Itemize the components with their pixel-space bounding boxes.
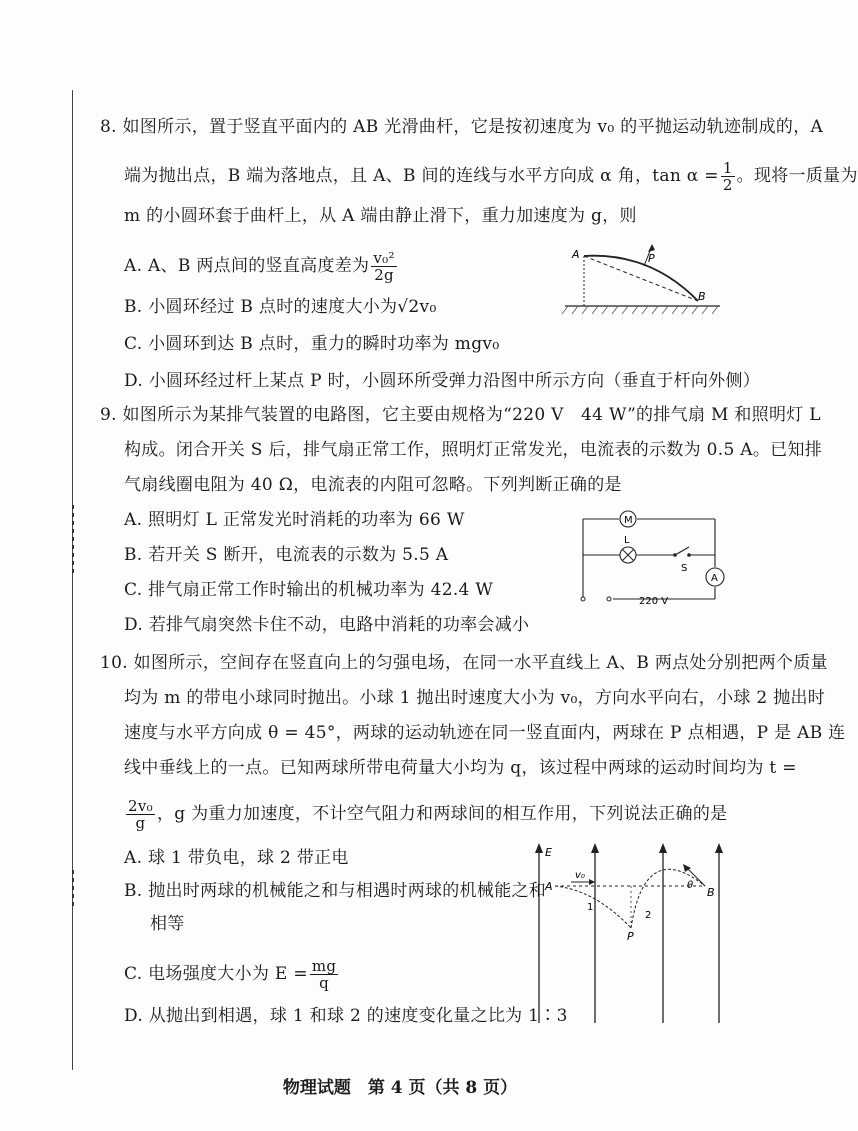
- q8-figure: [560, 228, 730, 318]
- label-a: A: [572, 248, 580, 261]
- q8-tan-fraction: $\frac{1}{2}$: [722, 159, 733, 194]
- label-ball2: 2: [645, 910, 652, 921]
- q10-option-b: B. 抛出时两球的机械能之和与相遇时两球的机械能之和: [124, 881, 547, 901]
- binding-dash: [72, 870, 74, 910]
- q10-stem-line5: $\frac{\text{2v₀}}{g}$ ，g 为重力加速度，不计空气阻力和两球间的相互作用，下列说法正确的是: [128, 797, 728, 832]
- q10-field-fraction: $\frac{mg}{q}$: [311, 957, 337, 992]
- ball2-path: [631, 869, 705, 928]
- q10-option-a: A. 球 1 带负电，球 2 带正电: [124, 848, 349, 868]
- q9-option-b: B. 若开关 S 断开，电流表的示数为 5.5 A: [124, 545, 449, 565]
- q10-stem-line3: 速度与水平方向成 θ = 45°，两球的运动轨迹在同一竖直面内，两球在 P 点相遇，P 是 AB 连: [124, 723, 846, 743]
- curved-rod: [584, 256, 698, 301]
- ground-hatch: [562, 306, 718, 314]
- q8-stem-line1: 8. 如图所示，置于竖直平面内的 AB 光滑曲杆，它是按初速度为 v₀ 的平抛运动轨迹制成的，A: [100, 117, 824, 137]
- label-p: P: [627, 930, 634, 943]
- q9-option-a: A. 照明灯 L 正常发光时消耗的功率为 66 W: [124, 510, 465, 530]
- q10-figure: [535, 838, 735, 1028]
- label-theta: θ: [687, 880, 694, 891]
- q10-time-fraction: $\frac{\text{2v₀}}{g}$: [128, 797, 153, 832]
- q9-stem-line2: 构成。闭合开关 S 后，排气扇正常工作，照明灯正常发光，电流表的示数为 0.5 A。已知排: [124, 440, 823, 460]
- label-b: B: [707, 886, 715, 899]
- label-b: B: [698, 290, 706, 303]
- q9-stem-line3: 气扇线圈电阻为 40 Ω，电流表的内阻可忽略。下列判断正确的是: [124, 475, 622, 495]
- q8-stem-line2: 端为抛出点，B 端为落地点，且 A、B 间的连线与水平方向成 α 角，tan α = $\frac{1}{2}$ 。现将一质量为: [124, 159, 858, 194]
- q9-option-d: D. 若排气扇突然卡住不动，电路中消耗的功率会减小: [124, 615, 530, 635]
- q9-option-c: C. 排气扇正常工作时输出的机械功率为 42.4 W: [124, 580, 494, 600]
- q10-stem-line4: 线中垂线上的一点。已知两球所带电荷量大小均为 q，该过程中两球的运动时间均为 t =: [124, 758, 797, 778]
- binding-dash: [72, 505, 74, 575]
- label-a: A: [545, 880, 553, 893]
- q8-option-a: A. A、B 两点间的竖直高度差为 $\frac{\text{v₀²}}{2g}$: [124, 249, 395, 284]
- q9-circuit: [575, 505, 735, 610]
- label-ammeter: A: [711, 573, 718, 584]
- label-voltage: 220 V: [639, 596, 669, 607]
- q8-option-c: C. 小圆环到达 B 点时，重力的瞬时功率为 mgv₀: [124, 334, 500, 354]
- q8-stem-line3: m 的小圆环套于曲杆上，从 A 端由静止滑下，重力加速度为 g，则: [124, 206, 637, 226]
- q10-option-b-cont: 相等: [150, 914, 185, 934]
- page-footer: 物理试题 第 4 页（共 8 页）: [282, 1078, 518, 1098]
- q10-stem-line1: 10. 如图所示，空间存在竖直向上的匀强电场，在同一水平直线上 A、B 两点处分别把两个质量: [100, 653, 828, 673]
- label-p: P: [648, 252, 655, 265]
- label-s: S: [681, 563, 688, 574]
- q10-stem-line2: 均为 m 的带电小球同时抛出。小球 1 抛出时速度大小为 v₀，方向水平向右，小球 2 抛出时: [124, 688, 826, 708]
- margin-line: [72, 90, 73, 1070]
- label-v0: v₀: [575, 870, 585, 881]
- label-m: M: [624, 515, 633, 526]
- label-e: E: [545, 846, 552, 859]
- label-ball1: 1: [587, 902, 594, 913]
- q8-option-d: D. 小圆环经过杆上某点 P 时，小圆环所受弹力沿图中所示方向（垂直于杆向外侧）: [124, 371, 761, 391]
- q10-option-d: D. 从抛出到相遇，球 1 和球 2 的速度变化量之比为 1∶3: [124, 1006, 568, 1026]
- q10-option-c: C. 电场强度大小为 E = $\frac{mg}{q}$: [124, 957, 337, 992]
- q8-height-fraction: $\frac{\text{v₀²}}{2g}$: [373, 249, 395, 284]
- q9-stem-line1: 9. 如图所示为某排气装置的电路图，它主要由规格为“220 V 44 W”的排气扇 M 和照明灯 L: [100, 405, 821, 425]
- label-l: L: [624, 535, 630, 546]
- arrow-head: [648, 244, 655, 252]
- q8-option-b: B. 小圆环经过 B 点时的速度大小为√2v₀: [124, 297, 437, 317]
